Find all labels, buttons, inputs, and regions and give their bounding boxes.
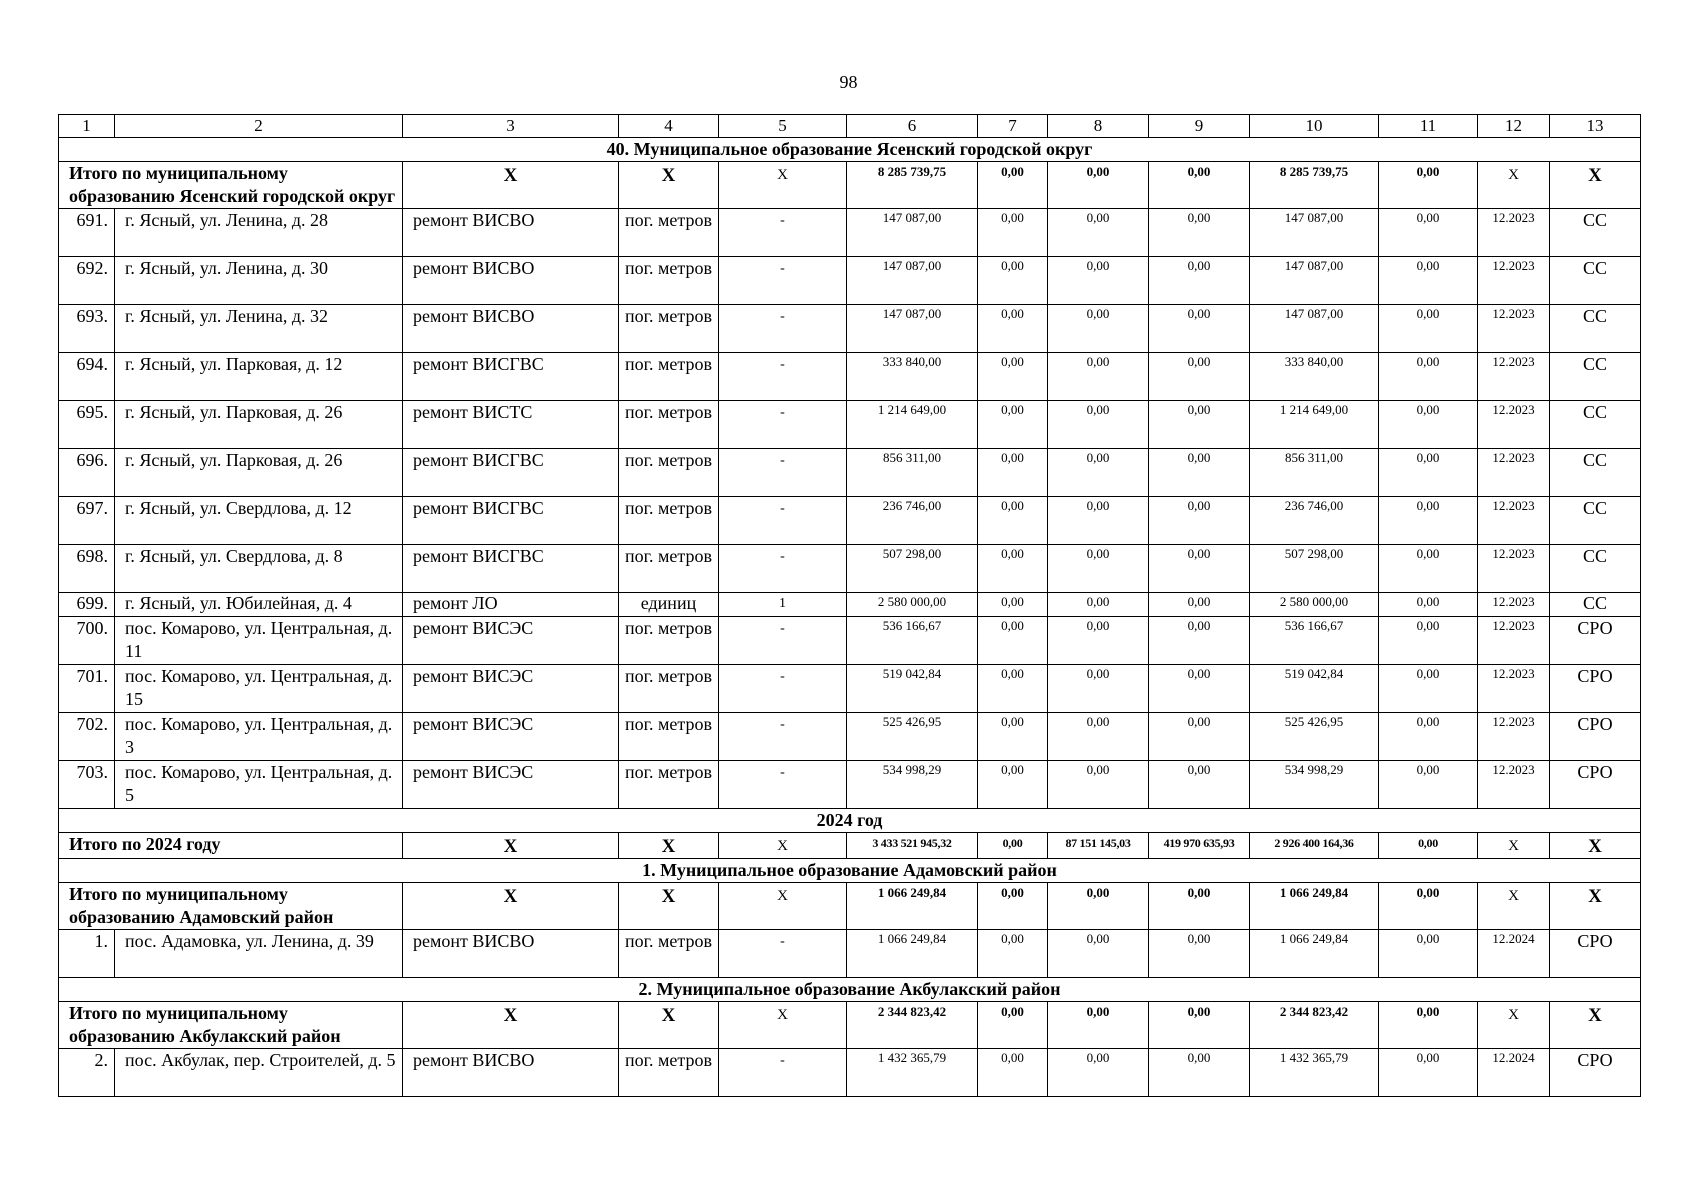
subtotal-x-mark: Х <box>1550 162 1641 209</box>
quantity: - <box>719 617 847 665</box>
subtotal-x-mark: Х <box>403 883 619 930</box>
quantity: - <box>719 545 847 593</box>
section-heading-row <box>59 809 1641 833</box>
amount: 0,00 <box>1379 713 1478 761</box>
completion-date: 12.2023 <box>1478 545 1550 593</box>
row-number: 699. <box>59 593 115 617</box>
address: г. Ясный, ул. Свердлова, д. 8 <box>115 545 403 593</box>
quantity: - <box>719 353 847 401</box>
subtotal-x-mark: Х <box>719 833 847 859</box>
funding-source: СРО <box>1550 1049 1641 1097</box>
subtotal-x-mark: Х <box>619 162 719 209</box>
table-row <box>59 401 1641 449</box>
amount: 1 432 365,79 <box>1250 1049 1379 1097</box>
amount: 0,00 <box>1149 497 1250 545</box>
unit: пог. метров <box>619 353 719 401</box>
subtotal-x-mark: Х <box>719 883 847 930</box>
subtotal-x-mark: Х <box>719 1002 847 1049</box>
address: пос. Акбулак, пер. Строителей, д. 5 <box>115 1049 403 1097</box>
quantity: 1 <box>719 593 847 617</box>
subtotal-amount: 0,00 <box>978 833 1048 859</box>
quantity: - <box>719 1049 847 1097</box>
quantity: - <box>719 713 847 761</box>
funding-source: СС <box>1550 257 1641 305</box>
column-header: 12 <box>1478 115 1550 138</box>
row-number: 696. <box>59 449 115 497</box>
table-body <box>59 115 1641 1097</box>
amount: 507 298,00 <box>1250 545 1379 593</box>
page-number: 98 <box>839 72 858 92</box>
amount: 0,00 <box>978 305 1048 353</box>
amount: 0,00 <box>978 449 1048 497</box>
funding-source: СС <box>1550 497 1641 545</box>
subtotal-x-mark: Х <box>403 833 619 859</box>
column-header: 13 <box>1550 115 1641 138</box>
amount: 0,00 <box>1048 497 1149 545</box>
subtotal-amount: 0,00 <box>1048 1002 1149 1049</box>
address: г. Ясный, ул. Парковая, д. 26 <box>115 401 403 449</box>
address: г. Ясный, ул. Парковая, д. 26 <box>115 449 403 497</box>
subtotal-amount: 419 970 635,93 <box>1149 833 1250 859</box>
subtotal-amount: 0,00 <box>1149 162 1250 209</box>
row-number: 695. <box>59 401 115 449</box>
funding-source: СРО <box>1550 617 1641 665</box>
unit: пог. метров <box>619 305 719 353</box>
address: пос. Комарово, ул. Центральная, д. 11 <box>115 617 403 665</box>
amount: 0,00 <box>1149 593 1250 617</box>
completion-date: 12.2023 <box>1478 617 1550 665</box>
subtotal-label: Итого по 2024 году <box>59 833 403 859</box>
work-type: ремонт ВИСГВС <box>403 353 619 401</box>
row-number: 702. <box>59 713 115 761</box>
row-number: 694. <box>59 353 115 401</box>
subtotal-amount: 3 433 521 945,32 <box>847 833 978 859</box>
subtotal-label: Итого по муниципальному образованию Адамовский район <box>59 883 403 930</box>
work-type: ремонт ВИСЭС <box>403 617 619 665</box>
amount: 525 426,95 <box>847 713 978 761</box>
address: г. Ясный, ул. Ленина, д. 30 <box>115 257 403 305</box>
amount: 1 214 649,00 <box>1250 401 1379 449</box>
address: г. Ясный, ул. Парковая, д. 12 <box>115 353 403 401</box>
work-type: ремонт ВИСЭС <box>403 665 619 713</box>
funding-source: СРО <box>1550 713 1641 761</box>
section-heading-row <box>59 978 1641 1002</box>
address: пос. Комарово, ул. Центральная, д. 3 <box>115 713 403 761</box>
quantity: - <box>719 209 847 257</box>
unit: пог. метров <box>619 401 719 449</box>
amount: 536 166,67 <box>847 617 978 665</box>
amount: 525 426,95 <box>1250 713 1379 761</box>
amount: 0,00 <box>1149 665 1250 713</box>
amount: 147 087,00 <box>1250 305 1379 353</box>
amount: 0,00 <box>978 930 1048 978</box>
funding-source: СРО <box>1550 665 1641 713</box>
amount: 147 087,00 <box>1250 257 1379 305</box>
subtotal-amount: 0,00 <box>978 1002 1048 1049</box>
subtotal-row <box>59 1002 1641 1049</box>
subtotal-row <box>59 162 1641 209</box>
subtotal-amount: 2 344 823,42 <box>1250 1002 1379 1049</box>
amount: 0,00 <box>1379 305 1478 353</box>
completion-date: 12.2023 <box>1478 593 1550 617</box>
funding-source: СС <box>1550 449 1641 497</box>
amount: 0,00 <box>1048 1049 1149 1097</box>
amount: 0,00 <box>1379 353 1478 401</box>
funding-source: СРО <box>1550 761 1641 809</box>
section-title: 40. Муниципальное образование Ясенский городской округ <box>59 138 1641 162</box>
section-heading-row <box>59 138 1641 162</box>
funding-source: СС <box>1550 305 1641 353</box>
amount: 0,00 <box>1149 617 1250 665</box>
amount: 0,00 <box>978 497 1048 545</box>
subtotal-x-mark: Х <box>403 162 619 209</box>
subtotal-x-mark: Х <box>619 833 719 859</box>
subtotal-amount: 0,00 <box>1379 883 1478 930</box>
address: г. Ясный, ул. Ленина, д. 32 <box>115 305 403 353</box>
amount: 1 214 649,00 <box>847 401 978 449</box>
subtotal-label: Итого по муниципальному образованию Ясенский городской округ <box>59 162 403 209</box>
subtotal-x-mark: Х <box>1478 162 1550 209</box>
section-title: 2. Муниципальное образование Акбулакский район <box>59 978 1641 1002</box>
amount: 0,00 <box>1149 401 1250 449</box>
work-type: ремонт ЛО <box>403 593 619 617</box>
subtotal-amount: 0,00 <box>1379 162 1478 209</box>
amount: 333 840,00 <box>847 353 978 401</box>
row-number: 700. <box>59 617 115 665</box>
amount: 0,00 <box>1379 1049 1478 1097</box>
amount: 147 087,00 <box>847 305 978 353</box>
table-row <box>59 713 1641 761</box>
amount: 147 087,00 <box>1250 209 1379 257</box>
completion-date: 12.2023 <box>1478 761 1550 809</box>
column-header: 1 <box>59 115 115 138</box>
unit: пог. метров <box>619 713 719 761</box>
amount: 0,00 <box>978 257 1048 305</box>
amount: 0,00 <box>978 713 1048 761</box>
subtotal-amount: 8 285 739,75 <box>847 162 978 209</box>
amount: 0,00 <box>1048 713 1149 761</box>
quantity: - <box>719 401 847 449</box>
amount: 333 840,00 <box>1250 353 1379 401</box>
completion-date: 12.2023 <box>1478 257 1550 305</box>
amount: 0,00 <box>1379 257 1478 305</box>
amount: 0,00 <box>1048 761 1149 809</box>
unit: единиц <box>619 593 719 617</box>
subtotal-amount: 0,00 <box>1379 1002 1478 1049</box>
amount: 147 087,00 <box>847 209 978 257</box>
table-row <box>59 257 1641 305</box>
column-header: 2 <box>115 115 403 138</box>
amount: 1 066 249,84 <box>847 930 978 978</box>
amount: 507 298,00 <box>847 545 978 593</box>
amount: 0,00 <box>1149 305 1250 353</box>
amount: 0,00 <box>978 401 1048 449</box>
funding-source: СС <box>1550 593 1641 617</box>
subtotal-amount: 2 926 400 164,36 <box>1250 833 1379 859</box>
unit: пог. метров <box>619 617 719 665</box>
amount: 0,00 <box>1379 593 1478 617</box>
completion-date: 12.2024 <box>1478 930 1550 978</box>
amount: 0,00 <box>1379 761 1478 809</box>
unit: пог. метров <box>619 257 719 305</box>
address: пос. Комарово, ул. Центральная, д. 15 <box>115 665 403 713</box>
repair-register-table <box>58 114 1641 1097</box>
amount: 0,00 <box>1379 209 1478 257</box>
subtotal-amount: 0,00 <box>1048 883 1149 930</box>
work-type: ремонт ВИСВО <box>403 305 619 353</box>
address: г. Ясный, ул. Юбилейная, д. 4 <box>115 593 403 617</box>
quantity: - <box>719 497 847 545</box>
subtotal-x-mark: Х <box>1478 1002 1550 1049</box>
amount: 0,00 <box>1048 353 1149 401</box>
amount: 0,00 <box>1379 401 1478 449</box>
row-number: 703. <box>59 761 115 809</box>
amount: 0,00 <box>978 761 1048 809</box>
amount: 0,00 <box>978 353 1048 401</box>
amount: 0,00 <box>1149 209 1250 257</box>
column-header: 5 <box>719 115 847 138</box>
amount: 0,00 <box>1149 1049 1250 1097</box>
subtotal-amount: 1 066 249,84 <box>1250 883 1379 930</box>
amount: 0,00 <box>1149 545 1250 593</box>
table-row <box>59 497 1641 545</box>
amount: 0,00 <box>1048 593 1149 617</box>
funding-source: СРО <box>1550 930 1641 978</box>
unit: пог. метров <box>619 1049 719 1097</box>
row-number: 693. <box>59 305 115 353</box>
column-number-header-row <box>59 115 1641 138</box>
section-title: 2024 год <box>59 809 1641 833</box>
unit: пог. метров <box>619 761 719 809</box>
completion-date: 12.2023 <box>1478 665 1550 713</box>
quantity: - <box>719 761 847 809</box>
subtotal-label: Итого по муниципальному образованию Акбулакский район <box>59 1002 403 1049</box>
column-header: 8 <box>1048 115 1149 138</box>
subtotal-amount: 2 344 823,42 <box>847 1002 978 1049</box>
subtotal-amount: 0,00 <box>978 162 1048 209</box>
quantity: - <box>719 449 847 497</box>
amount: 0,00 <box>1048 665 1149 713</box>
column-header: 9 <box>1149 115 1250 138</box>
amount: 0,00 <box>1379 497 1478 545</box>
column-header: 11 <box>1379 115 1478 138</box>
row-number: 698. <box>59 545 115 593</box>
amount: 0,00 <box>1379 930 1478 978</box>
amount: 0,00 <box>978 617 1048 665</box>
completion-date: 12.2023 <box>1478 305 1550 353</box>
quantity: - <box>719 305 847 353</box>
unit: пог. метров <box>619 209 719 257</box>
table-row <box>59 209 1641 257</box>
completion-date: 12.2023 <box>1478 209 1550 257</box>
subtotal-x-mark: Х <box>619 1002 719 1049</box>
column-header: 3 <box>403 115 619 138</box>
work-type: ремонт ВИСТС <box>403 401 619 449</box>
subtotal-x-mark: Х <box>1550 1002 1641 1049</box>
row-number: 1. <box>59 930 115 978</box>
amount: 536 166,67 <box>1250 617 1379 665</box>
row-number: 701. <box>59 665 115 713</box>
amount: 534 998,29 <box>847 761 978 809</box>
amount: 0,00 <box>1048 401 1149 449</box>
quantity: - <box>719 930 847 978</box>
work-type: ремонт ВИСЭС <box>403 761 619 809</box>
subtotal-x-mark: Х <box>719 162 847 209</box>
completion-date: 12.2023 <box>1478 449 1550 497</box>
amount: 0,00 <box>1048 545 1149 593</box>
subtotal-amount: 8 285 739,75 <box>1250 162 1379 209</box>
amount: 519 042,84 <box>1250 665 1379 713</box>
amount: 2 580 000,00 <box>1250 593 1379 617</box>
section-heading-row <box>59 859 1641 883</box>
quantity: - <box>719 665 847 713</box>
amount: 856 311,00 <box>1250 449 1379 497</box>
unit: пог. метров <box>619 449 719 497</box>
subtotal-amount: 0,00 <box>1149 1002 1250 1049</box>
subtotal-x-mark: Х <box>1550 883 1641 930</box>
subtotal-amount: 0,00 <box>978 883 1048 930</box>
amount: 147 087,00 <box>847 257 978 305</box>
unit: пог. метров <box>619 545 719 593</box>
amount: 0,00 <box>978 593 1048 617</box>
funding-source: СС <box>1550 353 1641 401</box>
table-row <box>59 353 1641 401</box>
work-type: ремонт ВИСГВС <box>403 497 619 545</box>
amount: 534 998,29 <box>1250 761 1379 809</box>
table-row <box>59 593 1641 617</box>
amount: 0,00 <box>1149 713 1250 761</box>
amount: 856 311,00 <box>847 449 978 497</box>
subtotal-x-mark: Х <box>1478 883 1550 930</box>
amount: 0,00 <box>1048 449 1149 497</box>
amount: 0,00 <box>978 1049 1048 1097</box>
funding-source: СС <box>1550 209 1641 257</box>
amount: 0,00 <box>978 545 1048 593</box>
subtotal-x-mark: Х <box>1478 833 1550 859</box>
subtotal-amount: 0,00 <box>1048 162 1149 209</box>
row-number: 2. <box>59 1049 115 1097</box>
completion-date: 12.2023 <box>1478 497 1550 545</box>
row-number: 692. <box>59 257 115 305</box>
row-number: 691. <box>59 209 115 257</box>
completion-date: 12.2023 <box>1478 713 1550 761</box>
amount: 0,00 <box>1149 257 1250 305</box>
amount: 0,00 <box>1048 305 1149 353</box>
address: г. Ясный, ул. Ленина, д. 28 <box>115 209 403 257</box>
work-type: ремонт ВИСВО <box>403 209 619 257</box>
subtotal-amount: 0,00 <box>1379 833 1478 859</box>
work-type: ремонт ВИСВО <box>403 1049 619 1097</box>
amount: 236 746,00 <box>1250 497 1379 545</box>
funding-source: СС <box>1550 401 1641 449</box>
subtotal-x-mark: Х <box>619 883 719 930</box>
completion-date: 12.2024 <box>1478 1049 1550 1097</box>
table-row <box>59 1049 1641 1097</box>
row-number: 697. <box>59 497 115 545</box>
work-type: ремонт ВИСГВС <box>403 545 619 593</box>
table-row <box>59 617 1641 665</box>
table-row <box>59 545 1641 593</box>
funding-source: СС <box>1550 545 1641 593</box>
table-row <box>59 761 1641 809</box>
table-row <box>59 305 1641 353</box>
table-row <box>59 449 1641 497</box>
amount: 1 432 365,79 <box>847 1049 978 1097</box>
amount: 0,00 <box>1048 617 1149 665</box>
amount: 0,00 <box>1048 930 1149 978</box>
amount: 236 746,00 <box>847 497 978 545</box>
table-row <box>59 665 1641 713</box>
unit: пог. метров <box>619 930 719 978</box>
amount: 0,00 <box>1048 257 1149 305</box>
unit: пог. метров <box>619 497 719 545</box>
amount: 0,00 <box>978 209 1048 257</box>
address: пос. Адамовка, ул. Ленина, д. 39 <box>115 930 403 978</box>
amount: 0,00 <box>1379 449 1478 497</box>
subtotal-amount: 0,00 <box>1149 883 1250 930</box>
amount: 0,00 <box>1149 761 1250 809</box>
work-type: ремонт ВИСГВС <box>403 449 619 497</box>
amount: 0,00 <box>1048 209 1149 257</box>
subtotal-row <box>59 833 1641 859</box>
amount: 2 580 000,00 <box>847 593 978 617</box>
subtotal-x-mark: Х <box>1550 833 1641 859</box>
subtotal-amount: 87 151 145,03 <box>1048 833 1149 859</box>
amount: 0,00 <box>1149 930 1250 978</box>
amount: 0,00 <box>1379 665 1478 713</box>
amount: 0,00 <box>978 665 1048 713</box>
column-header: 4 <box>619 115 719 138</box>
amount: 0,00 <box>1379 545 1478 593</box>
subtotal-row <box>59 883 1641 930</box>
address: пос. Комарово, ул. Центральная, д. 5 <box>115 761 403 809</box>
subtotal-amount: 1 066 249,84 <box>847 883 978 930</box>
quantity: - <box>719 257 847 305</box>
amount: 0,00 <box>1149 353 1250 401</box>
column-header: 10 <box>1250 115 1379 138</box>
work-type: ремонт ВИСВО <box>403 257 619 305</box>
completion-date: 12.2023 <box>1478 401 1550 449</box>
subtotal-x-mark: Х <box>403 1002 619 1049</box>
section-title: 1. Муниципальное образование Адамовский район <box>59 859 1641 883</box>
column-header: 6 <box>847 115 978 138</box>
amount: 1 066 249,84 <box>1250 930 1379 978</box>
amount: 519 042,84 <box>847 665 978 713</box>
completion-date: 12.2023 <box>1478 353 1550 401</box>
work-type: ремонт ВИСЭС <box>403 713 619 761</box>
address: г. Ясный, ул. Свердлова, д. 12 <box>115 497 403 545</box>
column-header: 7 <box>978 115 1048 138</box>
unit: пог. метров <box>619 665 719 713</box>
work-type: ремонт ВИСВО <box>403 930 619 978</box>
table-row <box>59 930 1641 978</box>
amount: 0,00 <box>1149 449 1250 497</box>
amount: 0,00 <box>1379 617 1478 665</box>
